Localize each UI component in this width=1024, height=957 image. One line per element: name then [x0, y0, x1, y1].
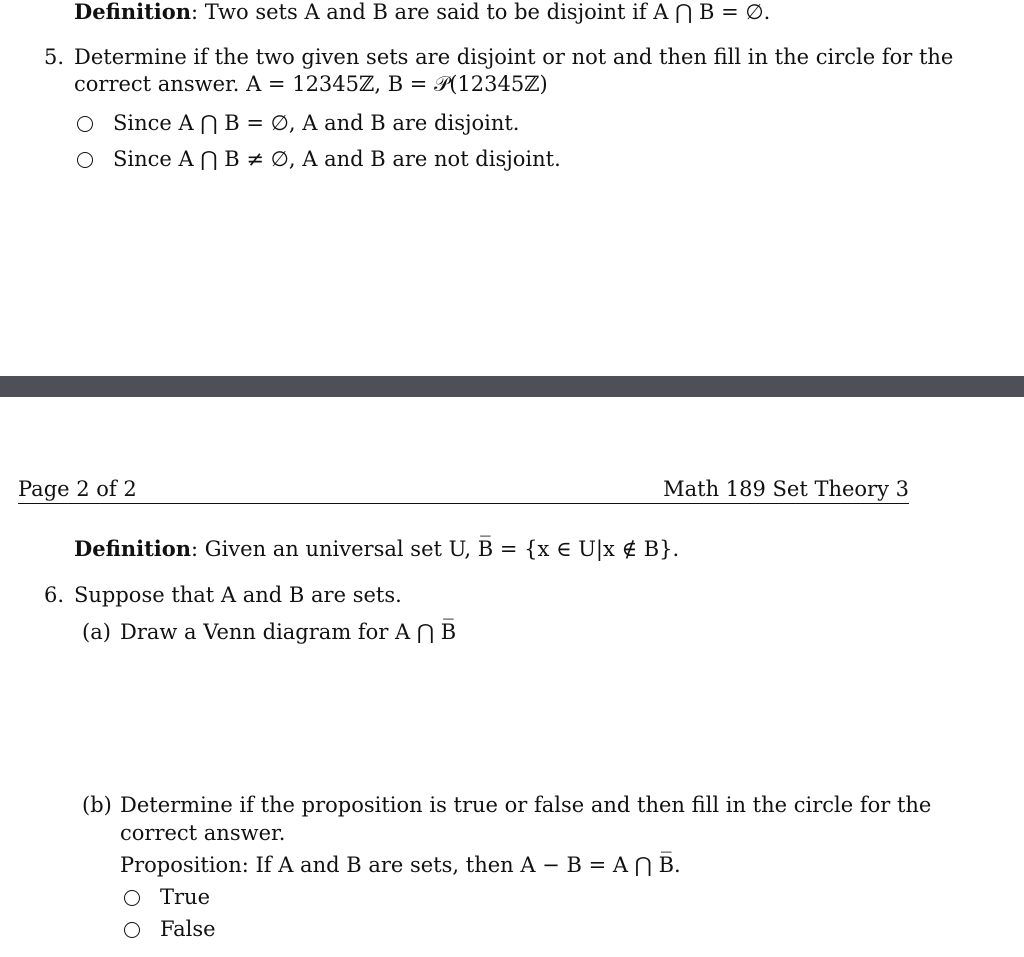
part-b-line1: Determine if the proposition is true or false and then fill in the circle for the [120, 793, 932, 817]
radio-circle[interactable] [124, 922, 140, 938]
qb-option-label: False [160, 917, 216, 941]
q5-option-label: Since A ⋂ B = ∅, A and B are disjoint. [113, 111, 520, 135]
definition-complement [74, 535, 679, 563]
qb-option-label: True [160, 885, 210, 909]
definition-text: : Given an universal set U, B̅ = {x ∈ U|x ∉ B}. [191, 537, 680, 561]
question-5-line2: correct answer. A = 12345ℤ, B = 𝒫(12345ℤ) [74, 72, 548, 96]
page-break-bar [0, 376, 1024, 397]
part-a-label: (a) [82, 620, 111, 644]
radio-circle[interactable] [77, 116, 93, 132]
part-b-line2: correct answer. [120, 821, 286, 845]
qb-option-true[interactable] [124, 884, 210, 911]
question-5-number: 5. [44, 45, 65, 69]
part-a-text: Draw a Venn diagram for A ⋂ B̅ [120, 620, 457, 644]
course-title: Math 189 Set Theory 3 [663, 477, 909, 501]
question-6-number: 6. [44, 583, 65, 607]
radio-circle[interactable] [124, 890, 140, 906]
q5-option-disjoint[interactable] [77, 110, 519, 137]
definition-disjoint [74, 0, 770, 26]
radio-circle[interactable] [77, 152, 93, 168]
question-6-text: Suppose that A and B are sets. [74, 583, 402, 607]
definition-text: : Two sets A and B are said to be disjoint if A ⋂ B = ∅. [191, 0, 771, 24]
definition-label: Definition [74, 0, 192, 24]
part-b-label: (b) [82, 793, 112, 817]
page-number: Page 2 of 2 [18, 477, 137, 501]
definition-label: Definition [74, 536, 192, 561]
q5-option-label: Since A ⋂ B ≠ ∅, A and B are not disjoint. [113, 147, 561, 171]
qb-option-false[interactable] [124, 916, 216, 943]
question-5-line1: Determine if the two given sets are disjoint or not and then fill in the circle for the [74, 45, 954, 69]
q5-option-not-disjoint[interactable] [77, 146, 561, 173]
proposition-text: Proposition: If A and B are sets, then A − B = A ⋂ B̅. [120, 853, 681, 877]
header-rule [18, 503, 909, 504]
